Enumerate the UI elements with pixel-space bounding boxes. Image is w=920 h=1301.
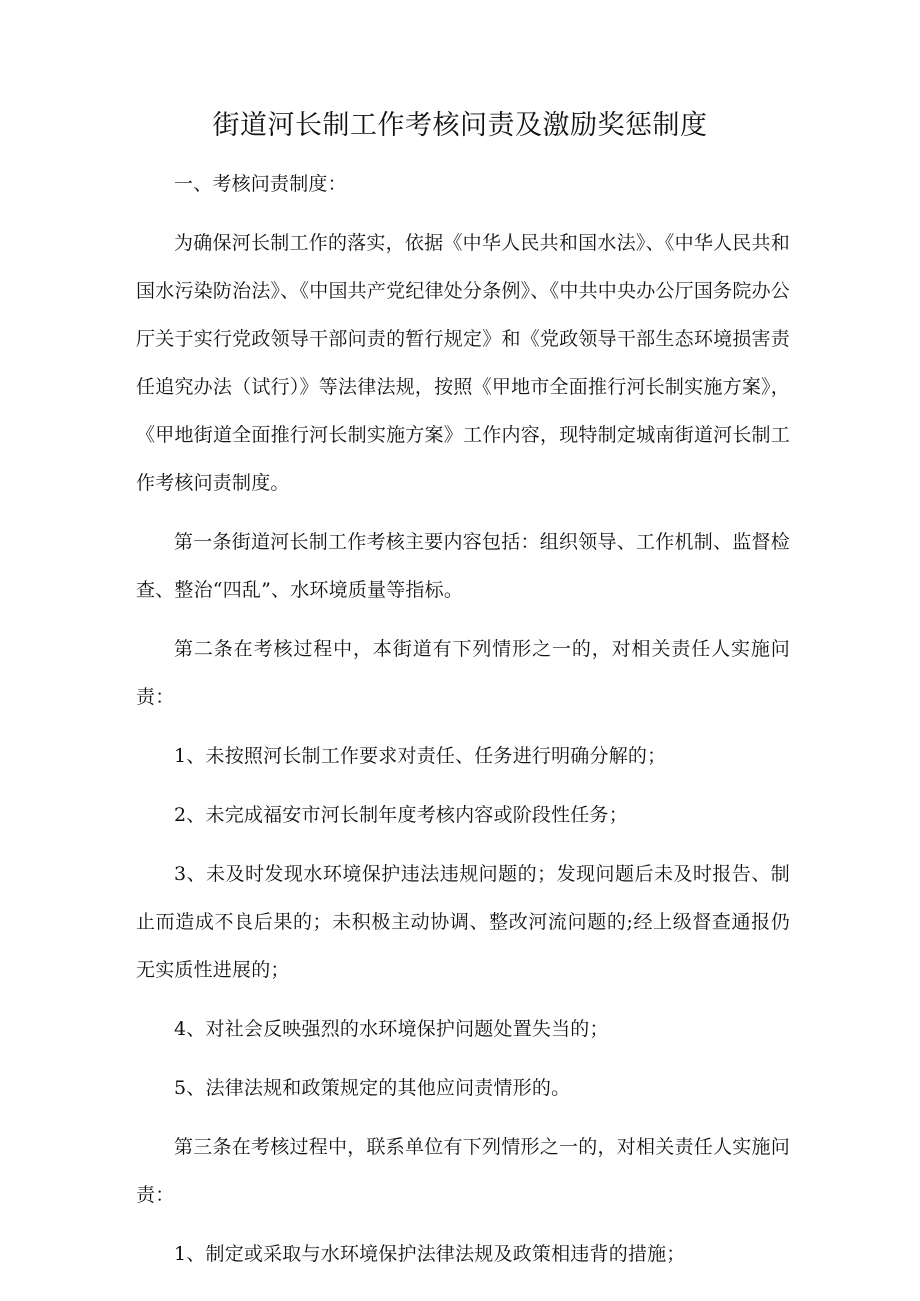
article-two-item-5: 5、法律法规和政策规定的其他应问责情形的。 [174,1077,571,1099]
document-body [136,160,790,1289]
article-three: 第三条在考核过程中，联系单位有下列情形之一的，对相关责任人实施问责： [136,1136,790,1206]
article-one: 第一条街道河长制工作考核主要内容包括：组织领导、工作机制、监督检查、整治“四乱”、水环境质量等指标。 [136,531,790,601]
article-two: 第二条在考核过程中，本街道有下列情形之一的，对相关责任人实施问责： [136,638,790,708]
article-three-item-1: 1、制定或采取与水环境保护法律法规及政策相违背的措施； [174,1243,686,1265]
article-two-item-2: 2、未完成福安市河长制年度考核内容或阶段性任务； [174,804,628,826]
section-heading: 一、考核问责制度： [174,173,347,195]
document-title: 街道河长制工作考核问责及激励奖惩制度 [212,110,708,141]
article-two-item-1: 1、未按照河长制工作要求对责任、任务进行明确分解的； [174,745,667,767]
paragraph-purpose: 为确保河长制工作的落实，依据《中华人民共和国水法》、《中华人民共和国水污染防治法》、《中国共产党纪律处分条例》、《中共中央办公厅国务院办公厅关于实行党政领导干部问责的暂行规定》和《党政领导干部生态环境损害责任追究办法（试行）》等法律法规，按照《甲地市全面推行河长制实施方案》，《甲地街道全面推行河长制实施方案》工作内容，现特制定城南街道河长制工作考核问责制度。 [136,232,790,494]
article-two-item-4: 4、对社会反映强烈的水环境保护问题处置失当的； [174,1018,609,1040]
article-two-item-3: 3、未及时发现水环境保护违法违规问题的；发现问题后未及时报告、制止而造成不良后果的；未积极主动协调、整改河流问题的;经上级督查通报仍无实质性进展的； [136,863,790,981]
